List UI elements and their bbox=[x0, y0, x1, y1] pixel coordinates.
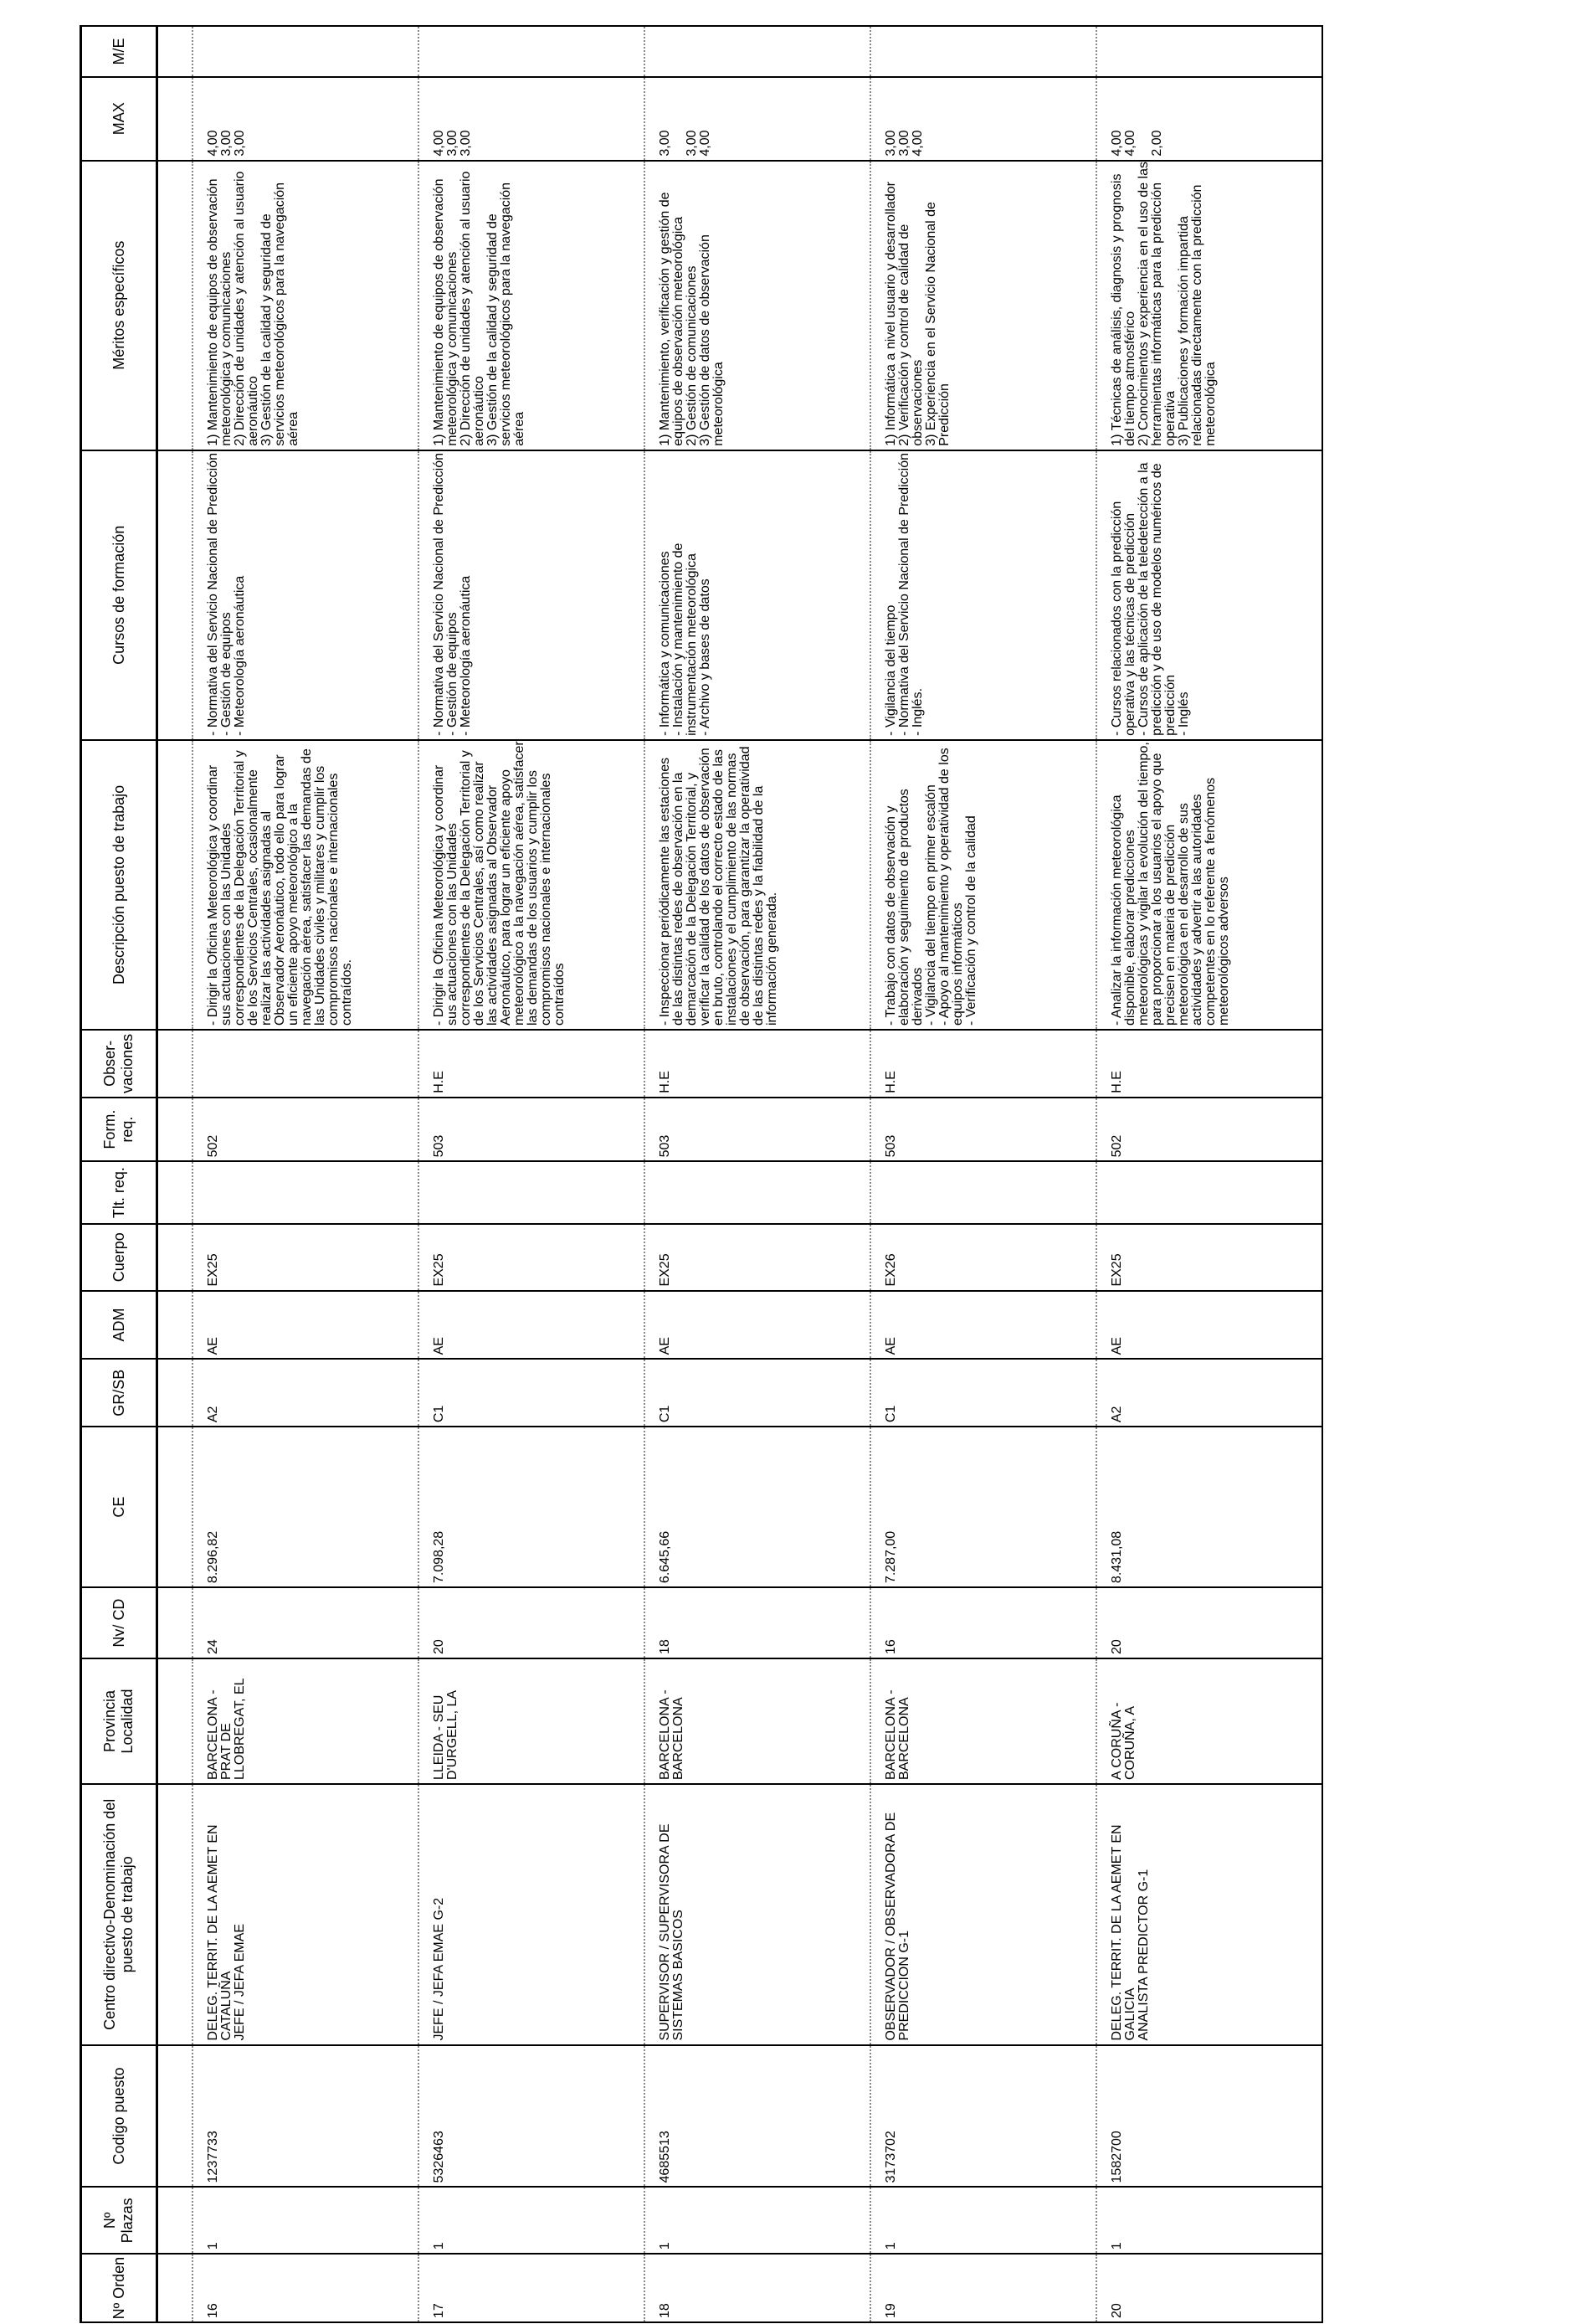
cell-cuerpo: EX26 bbox=[870, 1224, 1096, 1291]
header-nivel: Nv/ CD bbox=[81, 1587, 157, 1658]
cell-grupo: C1 bbox=[418, 1359, 644, 1427]
cell-codigo: 3173702 bbox=[870, 2045, 1096, 2188]
header-cuerpo: Cuerpo bbox=[81, 1224, 157, 1291]
cell-ce: 8.431,08 bbox=[1096, 1427, 1322, 1587]
table-row bbox=[418, 26, 644, 2322]
cell-plazas: 1 bbox=[644, 2187, 870, 2254]
cell-provincia: BARCELONA - PRAT DE LLOBREGAT, EL bbox=[192, 1658, 418, 1784]
cell-descripcion: - Analizar la información meteorológica disponible, elaborar predicciones meteorológicas y vigilar la evolución del tiempo, para proporcionar a los usuarios el apoyo que precisen en materia de predicción meteorológica en el desarrollo de sus actividades y advertir a las autoridades competentes en lo referente a fenómenos meteorológicos adversos bbox=[1096, 740, 1322, 1030]
cell-orden: 16 bbox=[192, 2254, 418, 2322]
header-row bbox=[81, 26, 157, 2322]
cell-orden: 19 bbox=[870, 2254, 1096, 2322]
cell-meritos: 1) Técnicas de análisis, diagnosis y prognosis del tiempo atmosférico 2) Conocimientos y experiencia en el uso de las herramientas informáticas para la predicción operativa 3) Publicaciones y formación impartida relacionadas directamente con la predicción meteorológica bbox=[1096, 161, 1322, 450]
table-row bbox=[192, 26, 418, 2322]
cell-cuerpo: EX25 bbox=[644, 1224, 870, 1291]
cell-me bbox=[192, 26, 418, 77]
spacer-cell bbox=[157, 2254, 192, 2322]
cell-adm: AE bbox=[644, 1291, 870, 1360]
spacer-cell bbox=[157, 1098, 192, 1162]
spacer-cell bbox=[157, 1030, 192, 1098]
spacer-cell bbox=[157, 26, 192, 77]
cell-codigo: 4685513 bbox=[644, 2045, 870, 2188]
header-titulacion: Tlt. req. bbox=[81, 1161, 157, 1223]
cell-meritos: 1) Mantenimiento de equipos de observación meteorológica y comunicaciones 2) Dirección de unidades y atención al usuario aeronáutico 3) Gestión de la calidad y seguridad de servicios meteorológicos para la navegación aérea bbox=[192, 161, 418, 450]
cell-formacion: 503 bbox=[870, 1098, 1096, 1162]
cell-cuerpo: EX25 bbox=[418, 1224, 644, 1291]
cell-centro: JEFE / JEFA EMAE G-2 bbox=[418, 1784, 644, 2045]
header-adm: ADM bbox=[81, 1291, 157, 1360]
cell-nivel: 24 bbox=[192, 1587, 418, 1658]
cell-me bbox=[644, 26, 870, 77]
header-formacion: Form. req. bbox=[81, 1098, 157, 1162]
spacer-cell bbox=[157, 1359, 192, 1427]
spacer-cell bbox=[157, 161, 192, 450]
cell-descripcion: - Dirigir la Oficina Meteorológica y coordinar sus actuaciones con las Unidades correspondientes de la Delegación Territorial y de los Servicios Centrales, ocasionalmente realizar las actividades asignadas al Observador Aeronáutico, todo ello para lograr un eficiente apoyo meteorológico a la navegación aérea, satisfacer las demandas de las Unidades civiles y militares y cumplir los compromisos nacionales e internacionales contraídos. bbox=[192, 740, 418, 1030]
cell-codigo: 5326463 bbox=[418, 2045, 644, 2188]
cell-formacion: 503 bbox=[418, 1098, 644, 1162]
cell-descripcion: - Trabajo con datos de observación y elaboración y seguimiento de productos derivados - Vigilancia del tiempo en primer escalón - Apoyo al mantenimiento y operatividad de los equipos informáticos - Verificación y control de la calidad bbox=[870, 740, 1096, 1030]
header-grupo: GR/SB bbox=[81, 1359, 157, 1427]
cell-codigo: 1237733 bbox=[192, 2045, 418, 2188]
cell-meritos: 1) Informática a nivel usuario y desarrollador 2) Verificación y control de calidad de observaciones 3) Experiencia en el Servicio Nacional de Predicción bbox=[870, 161, 1096, 450]
header-cursos: Cursos de formación bbox=[81, 450, 157, 740]
header-meritos: Méritos específicos bbox=[81, 161, 157, 450]
spacer-cell bbox=[157, 77, 192, 161]
header-descripcion: Descripción puesto de trabajo bbox=[81, 740, 157, 1030]
cell-max: 3,00 3,00 4,00 bbox=[870, 77, 1096, 161]
table-row bbox=[1096, 26, 1322, 2322]
cell-ce: 8.296,82 bbox=[192, 1427, 418, 1587]
cell-observaciones bbox=[192, 1030, 418, 1098]
cell-adm: AE bbox=[1096, 1291, 1322, 1360]
header-plazas: Nº Plazas bbox=[81, 2187, 157, 2254]
cell-observaciones: H.E bbox=[1096, 1030, 1322, 1098]
cell-cursos: - Normativa del Servicio Nacional de Predicción - Gestión de equipos - Meteorología aeronáutica bbox=[418, 450, 644, 740]
cell-provincia: LLEIDA - SEU D'URGELL, LA bbox=[418, 1658, 644, 1784]
cell-cuerpo: EX25 bbox=[1096, 1224, 1322, 1291]
cell-observaciones: H.E bbox=[870, 1030, 1096, 1098]
cell-grupo: A2 bbox=[1096, 1359, 1322, 1427]
job-positions-table bbox=[80, 25, 1323, 2323]
header-codigo: Codigo puesto bbox=[81, 2045, 157, 2188]
cell-ce: 7.287,00 bbox=[870, 1427, 1096, 1587]
spacer-cell bbox=[157, 1224, 192, 1291]
cell-grupo: C1 bbox=[644, 1359, 870, 1427]
spacer-cell bbox=[157, 1658, 192, 1784]
cell-cursos: - Informática y comunicaciones - Instalación y mantenimiento de instrumentación meteorológica - Archivo y bases de datos bbox=[644, 450, 870, 740]
cell-orden: 20 bbox=[1096, 2254, 1322, 2322]
cell-nivel: 18 bbox=[644, 1587, 870, 1658]
spacer-cell bbox=[157, 2187, 192, 2254]
cell-max: 3,00 3,00 4,00 bbox=[644, 77, 870, 161]
table-row bbox=[870, 26, 1096, 2322]
cell-me bbox=[1096, 26, 1322, 77]
cell-titulacion bbox=[644, 1161, 870, 1223]
cell-plazas: 1 bbox=[1096, 2187, 1322, 2254]
cell-descripcion: - Inspeccionar periódicamente las estaciones de las distintas redes de observación en la demarcación de la Delegación Territorial, y verificar la calidad de los datos de observación en bruto, controlando el correcto estado de las instalaciones y el cumplimiento de las normas de observación, para garantizar la operatividad de las distintas redes y la fiabilidad de la información generada. bbox=[644, 740, 870, 1030]
cell-max: 4,00 4,00 2,00 bbox=[1096, 77, 1322, 161]
cell-me bbox=[870, 26, 1096, 77]
cell-orden: 18 bbox=[644, 2254, 870, 2322]
cell-grupo: C1 bbox=[870, 1359, 1096, 1427]
cell-cursos: - Cursos relacionados con la predicción operativa y las técnicas de predicción - Cursos de aplicación de la teledetección a la predicción y de uso de modelos numéricos de predicción - Inglés bbox=[1096, 450, 1322, 740]
cell-nivel: 20 bbox=[418, 1587, 644, 1658]
cell-titulacion bbox=[418, 1161, 644, 1223]
cell-provincia: BARCELONA - BARCELONA bbox=[870, 1658, 1096, 1784]
cell-formacion: 503 bbox=[644, 1098, 870, 1162]
cell-observaciones: H.E bbox=[418, 1030, 644, 1098]
cell-me bbox=[418, 26, 644, 77]
rotated-table-wrapper bbox=[80, 25, 1582, 2323]
header-max: MAX bbox=[81, 77, 157, 161]
cell-descripcion: - Dirigir la Oficina Meteorológica y coordinar sus actuaciones con las Unidades correspondientes de la Delegación Territorial y de los Servicios Centrales, así como realizar las actividades asignadas al Observador Aeronáutico, para lograr un eficiente apoyo meteorológico a la navegación aérea, satisfacer las demandas de los usuarios y cumplir los compromisos nacionales e internacionales contraídos bbox=[418, 740, 644, 1030]
cell-cuerpo: EX25 bbox=[192, 1224, 418, 1291]
cell-formacion: 502 bbox=[1096, 1098, 1322, 1162]
header-me: M/E bbox=[81, 26, 157, 77]
spacer-cell bbox=[157, 1427, 192, 1587]
cell-plazas: 1 bbox=[418, 2187, 644, 2254]
cell-titulacion bbox=[870, 1161, 1096, 1223]
spacer-cell bbox=[157, 2045, 192, 2188]
cell-cursos: - Vigilancia del tiempo - Normativa del Servicio Nacional de Predicción - Inglés. bbox=[870, 450, 1096, 740]
cell-codigo: 1582700 bbox=[1096, 2045, 1322, 2188]
cell-nivel: 16 bbox=[870, 1587, 1096, 1658]
spacer-cell bbox=[157, 450, 192, 740]
cell-plazas: 1 bbox=[870, 2187, 1096, 2254]
header-ce: CE bbox=[81, 1427, 157, 1587]
cell-provincia: BARCELONA - BARCELONA bbox=[644, 1658, 870, 1784]
spacer-cell bbox=[157, 740, 192, 1030]
cell-meritos: 1) Mantenimiento, verificación y gestión de equipos de observación meteorológica 2) Gestión de comunicaciones 3) Gestión de datos de observación meteorológica bbox=[644, 161, 870, 450]
header-orden: Nº Orden bbox=[81, 2254, 157, 2322]
cell-adm: AE bbox=[418, 1291, 644, 1360]
header-observaciones: Obser-vaciones bbox=[81, 1030, 157, 1098]
cell-ce: 7.098,28 bbox=[418, 1427, 644, 1587]
cell-titulacion bbox=[192, 1161, 418, 1223]
cell-centro: DELEG. TERRIT. DE LA AEMET EN CATALUÑA JEFE / JEFA EMAE bbox=[192, 1784, 418, 2045]
cell-adm: AE bbox=[870, 1291, 1096, 1360]
cell-nivel: 20 bbox=[1096, 1587, 1322, 1658]
cell-ce: 6.645,66 bbox=[644, 1427, 870, 1587]
header-centro: Centro directivo-Denominación del puesto de trabajo bbox=[81, 1784, 157, 2045]
cell-meritos: 1) Mantenimiento de equipos de observación meteorológica y comunicaciones 2) Dirección de unidades y atención al usuario aeronáutico 3) Gestión de la calidad y seguridad de servicios meteorológicos para la navegación aérea bbox=[418, 161, 644, 450]
spacer-cell bbox=[157, 1291, 192, 1360]
spacer-cell bbox=[157, 1161, 192, 1223]
cell-centro: SUPERVISOR / SUPERVISORA DE SISTEMAS BASICOS bbox=[644, 1784, 870, 2045]
cell-cursos: - Normativa del Servicio Nacional de Predicción - Gestión de equipos - Meteorología aeronáutica bbox=[192, 450, 418, 740]
cell-centro: OBSERVADOR / OBSERVADORA DE PREDICCION G-1 bbox=[870, 1784, 1096, 2045]
cell-max: 4,00 3,00 3,00 bbox=[192, 77, 418, 161]
cell-max: 4,00 3,00 3,00 bbox=[418, 77, 644, 161]
cell-adm: AE bbox=[192, 1291, 418, 1360]
cell-formacion: 502 bbox=[192, 1098, 418, 1162]
spacer-cell bbox=[157, 1784, 192, 2045]
cell-titulacion bbox=[1096, 1161, 1322, 1223]
header-provincia: Provincia Localidad bbox=[81, 1658, 157, 1784]
cell-centro: DELEG. TERRIT. DE LA AEMET EN GALICIA ANALISTA PREDICTOR G-1 bbox=[1096, 1784, 1322, 2045]
spacer-row bbox=[157, 26, 192, 2322]
cell-orden: 17 bbox=[418, 2254, 644, 2322]
cell-grupo: A2 bbox=[192, 1359, 418, 1427]
spacer-cell bbox=[157, 1587, 192, 1658]
cell-plazas: 1 bbox=[192, 2187, 418, 2254]
cell-observaciones: H.E bbox=[644, 1030, 870, 1098]
cell-provincia: A CORUÑA - CORUÑA, A bbox=[1096, 1658, 1322, 1784]
table-row bbox=[644, 26, 870, 2322]
